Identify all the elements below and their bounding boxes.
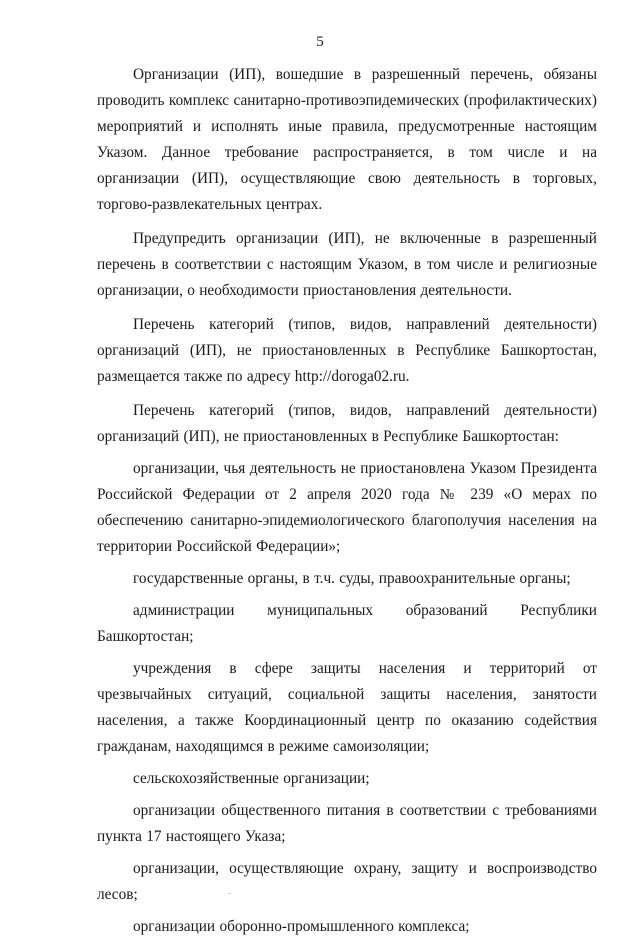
list-item-defense-industry: организации оборонно-промышленного комплекса; [133, 918, 470, 935]
list-item-catering: организации общественного питания в соответствии с требованиями пункта 17 настоящего Указа; [97, 802, 597, 845]
list-item-state-bodies: государственные органы, в т.ч. суды, правоохранительные органы; [133, 570, 571, 587]
list-item-emergency-social-institutions: учреждения в сфере защиты населения и территорий от чрезвычайных ситуаций, социальной защиты населения, занятости населения, а также Координационный центр по оказанию содействия гражданам, находящимся в режиме самоизоляции; [97, 660, 597, 755]
list-item-presidential-decree: организации, чья деятельность не приостановлена Указом Президента Российской Федерации от 2 апреля 2020 года № 239 «О мерах по обеспечению санитарно-эпидемиологического благополучия населения на территории Российской Федерации»; [97, 460, 597, 555]
paragraph-warning-suspension: Предупредить организации (ИП), не включенные в разрешенный перечень в соответствии с настоящим Указом, в том числе и религиозные организации, о необходимости приостановления деятельности. [97, 230, 597, 299]
scan-artifact [228, 893, 231, 894]
paragraph-list-intro: Перечень категорий (типов, видов, направлений деятельности) организаций (ИП), не приостановленных в Республике Башкортостан: [97, 402, 597, 445]
list-item-forestry: организации, осуществляющие охрану, защиту и воспроизводство лесов; [97, 860, 597, 903]
list-item-agricultural: сельскохозяйственные организации; [133, 770, 370, 787]
document-body [97, 62, 597, 946]
list-item-municipal-administrations: администрации муниципальных образований Республики Башкортостан; [97, 602, 597, 645]
paragraph-sanitary-requirements: Организации (ИП), вошедшие в разрешенный перечень, обязаны проводить комплекс санитарно-противоэпидемических (профилактических) мероприятий и исполнять иные правила, предусмотренные настоящим Указом. Данное требование распространяется, в том числе и на организации (ИП), осуществляющие свою деятельность в торговых, торгово-развлекательных центрах. [97, 66, 597, 213]
page-number: 5 [316, 34, 324, 50]
paragraph-list-url: Перечень категорий (типов, видов, направлений деятельности) организаций (ИП), не приостановленных в Республике Башкортостан, размещается также по адресу http://doroga02.ru. [97, 316, 597, 385]
